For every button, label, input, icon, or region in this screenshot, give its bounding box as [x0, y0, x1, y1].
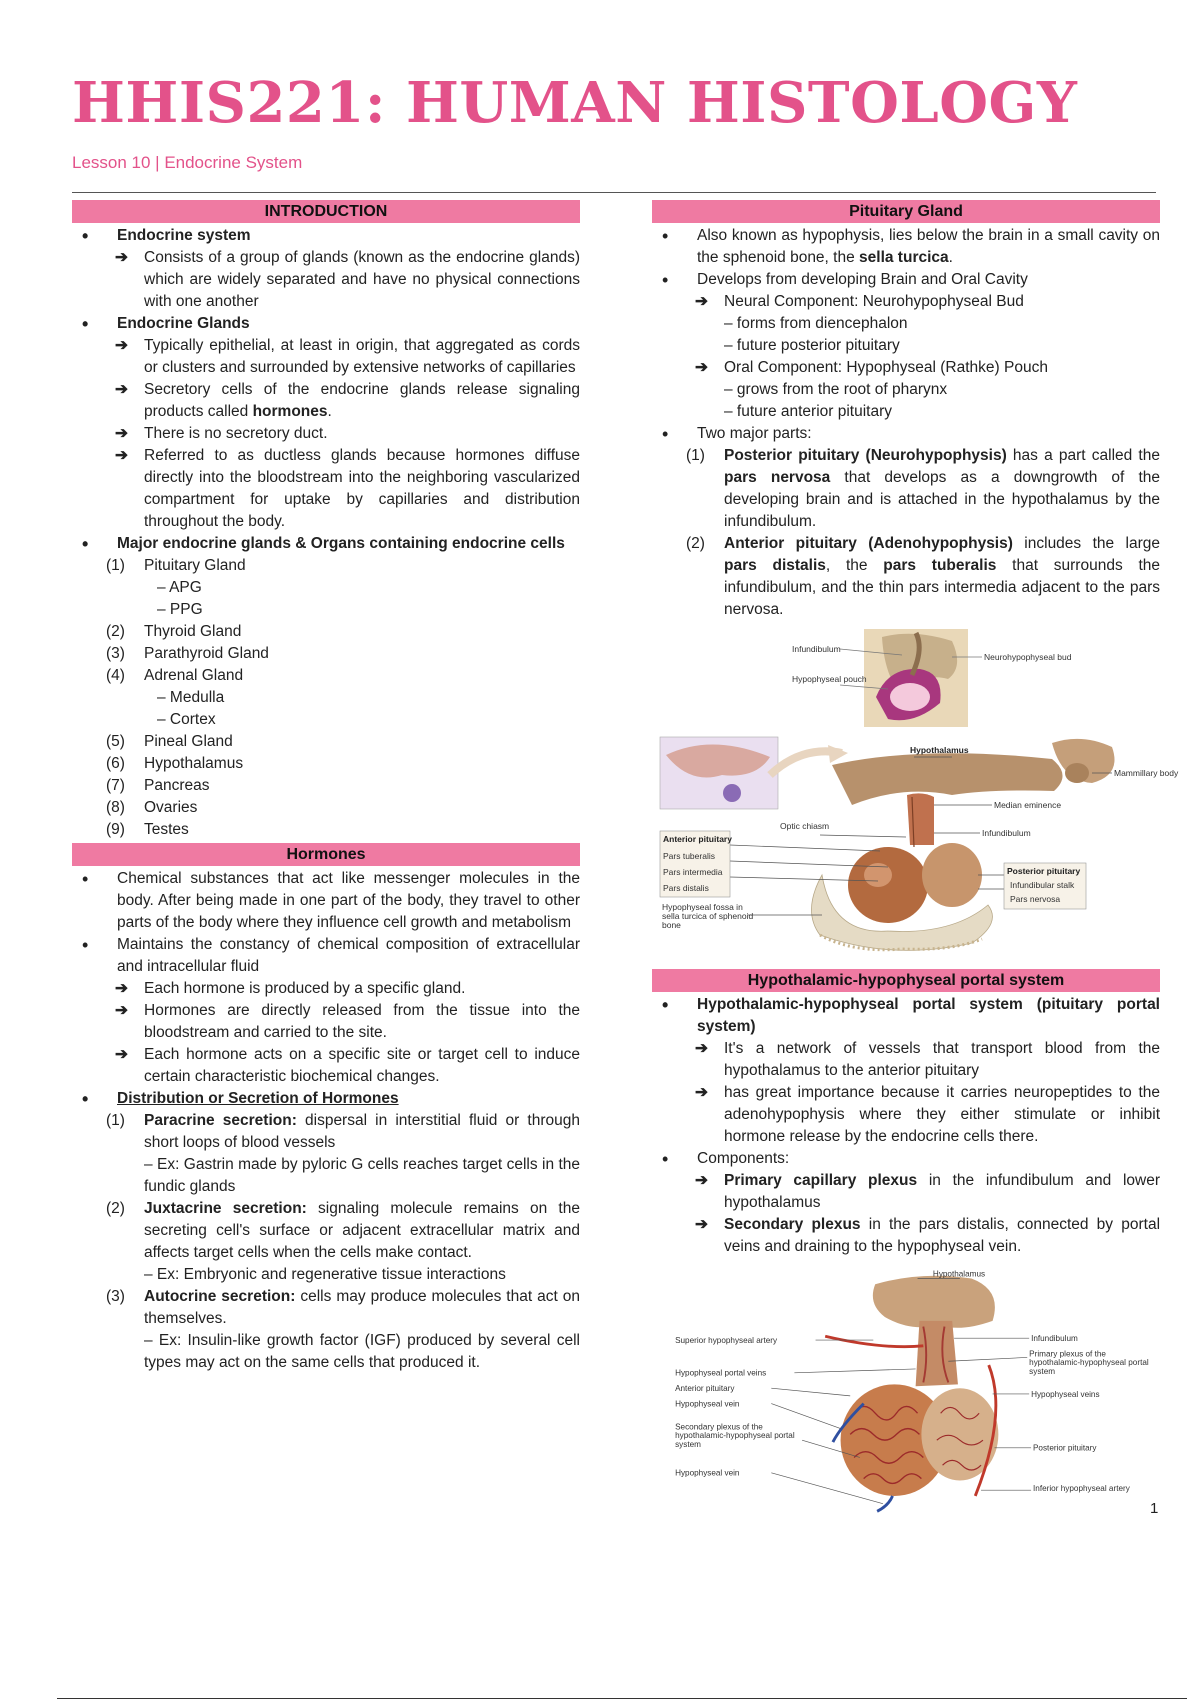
list-item [72, 775, 580, 797]
right-column [652, 200, 1179, 1528]
superior-artery-vessel [825, 1336, 923, 1346]
list-label: Parathyroid Gland [144, 645, 269, 662]
footer-divider [57, 1698, 1187, 1699]
left-column [72, 200, 580, 1374]
label-pars-tuberalis: Pars tuberalis [663, 851, 715, 861]
list-subitem: – Medulla [157, 689, 225, 706]
label-hypothalamus: Hypothalamus [910, 745, 969, 755]
list-item [72, 1198, 580, 1264]
anterior-pituitary-shape [848, 847, 928, 923]
list-label: Ovaries [144, 799, 198, 816]
secretion-type: Paracrine secretion: [144, 1112, 297, 1129]
endocrine-glands-point: ➔ There is no secretory duct. [72, 423, 580, 445]
list-item [72, 731, 580, 753]
label-infundibulum: Infundibulum [982, 828, 1031, 838]
secretion-example: – Ex: Gastrin made by pyloric G cells reaches target cells in the fundic glands [144, 1156, 580, 1195]
major-glands-list [72, 555, 580, 841]
component-point: ➔ Primary capillary plexus in the infundibulum and lower hypothalamus [695, 1172, 1160, 1211]
arrow-icon: ➔ [695, 293, 708, 310]
list-number: (7) [106, 777, 125, 794]
hormones-point: ➔ Hormones are directly released from the tissue into the bloodstream and carried to the site. [115, 1002, 580, 1041]
header-divider [72, 192, 1156, 193]
list-label: Pancreas [144, 777, 210, 794]
secretion-description: dispersal in interstitial fluid or through short loops of blood vessels [144, 1112, 581, 1151]
label-pars-nervosa: Pars nervosa [1010, 894, 1061, 904]
endocrine-glands-point: ➔ Typically epithelial, at least in origin, that aggregated as cords or clusters and surrounded by extensive networks of capillaries [115, 337, 580, 376]
lesson-subtitle: Lesson 10 | Endocrine System [72, 153, 303, 172]
label-superior-hypophyseal-artery: Superior hypophyseal artery [675, 1335, 778, 1345]
part-text: Anterior pituitary (Adenohypophysis) [724, 535, 1013, 552]
hormones-constancy: • Maintains the constancy of chemical composition of extracellular and intracellular fluid [72, 934, 580, 978]
label-infundibulum: Infundibulum [792, 644, 841, 654]
list-item [72, 643, 580, 665]
label-pars-intermedia: Pars intermedia [663, 867, 723, 877]
pituitary-parts-list [652, 445, 1160, 621]
introduction-banner: INTRODUCTION [72, 200, 580, 223]
page-number: 1 [1150, 1500, 1159, 1517]
development-label: Neural Component: Neurohypophyseal Bud [724, 293, 1024, 310]
list-label: Testes [144, 821, 189, 838]
list-number: (3) [106, 1288, 125, 1305]
label-primary-plexus: Primary plexus of the hypothalamic-hypophyseal portal system [1029, 1348, 1149, 1376]
development-subitem: – future anterior pituitary [724, 403, 893, 420]
components-heading: • Components: [652, 1148, 1160, 1170]
pituitary-development: • Develops from developing Brain and Oral Cavity [652, 269, 1160, 291]
list-item [72, 1286, 580, 1330]
label-hypophyseal-vein-lower: Hypophyseal vein [675, 1468, 740, 1478]
portal-system-point: ➔ It's a network of vessels that transport blood from the hypothalamus to the anterior pituitary [695, 1040, 1160, 1079]
list-number: (2) [686, 535, 705, 552]
label-inferior-artery: Inferior hypophyseal artery [1033, 1483, 1130, 1494]
list-item [72, 555, 580, 577]
label-hypothalamus: Hypothalamus [932, 1269, 986, 1279]
document-title: HHIS221: HUMAN HISTOLOGY [72, 70, 1078, 136]
development-label: Oral Component: Hypophyseal (Rathke) Pouch [724, 359, 1048, 376]
secretion-type: Juxtacrine secretion: [144, 1200, 307, 1217]
list-item [72, 819, 580, 841]
pituitary-part [652, 445, 1160, 533]
label-anterior-pituitary: Anterior pituitary [663, 834, 732, 844]
endocrine-glands-point: ➔ Secretory cells of the endocrine glands release signaling products called hormones. [115, 381, 580, 420]
list-number: (1) [106, 557, 125, 574]
label-posterior-pituitary: Posterior pituitary [1033, 1443, 1097, 1453]
figure-portal-system [652, 1264, 1160, 1522]
list-label: Adrenal Gland [144, 667, 244, 684]
distribution-list [72, 1110, 580, 1374]
portal-system-heading: • Hypothalamic-hypophyseal portal system (pituitary portal system) [652, 994, 1160, 1038]
hypothalamus-shape [832, 753, 1063, 805]
part-text: pars tuberalis [883, 557, 997, 574]
pituitary-location: • Also known as hypophysis, lies below the brain in a small cavity on the sphenoid bone, the sella turcica. [652, 225, 1160, 269]
arrow-icon: ➔ [115, 1046, 128, 1063]
development-subitem: – future posterior pituitary [724, 337, 900, 354]
list-item [72, 797, 580, 819]
list-subitem: – APG [157, 579, 202, 596]
pituitary-part [652, 533, 1160, 621]
pituitary-development-list [652, 291, 1160, 423]
list-subitem: – PPG [157, 601, 203, 618]
label-optic-chiasm: Optic chiasm [780, 821, 830, 831]
list-item [72, 753, 580, 775]
list-number: (3) [106, 645, 125, 662]
label-hypophyseal-pouch: Hypophyseal pouch [792, 674, 867, 684]
secretion-example: – Ex: Insulin-like growth factor (IGF) produced by several cell types may act on the same cells that produced it. [144, 1332, 580, 1371]
label-infundibulum: Infundibulum [1031, 1334, 1078, 1344]
list-label: Hypothalamus [144, 755, 244, 772]
label-pars-distalis: Pars distalis [663, 883, 709, 893]
label-anterior-pituitary: Anterior pituitary [675, 1384, 735, 1394]
endocrine-system-point: ➔ Consists of a group of glands (known as the endocrine glands) which are widely separated and have no physical connections with one another [115, 249, 580, 310]
part-text: that surrounds the infundibulum, and the thin pars intermedia adjacent to the pars nervosa. [724, 557, 1161, 618]
part-text: that develops as a downgrowth of the developing brain and is attached in the hypothalamus by the infundibulum. [724, 469, 1161, 530]
portal-system-point: ➔ has great importance because it carries neuropeptides to the adenohypophysis where they either stimulate or inhibit hormone release by the endocrine cells there. [695, 1084, 1160, 1145]
part-text: Posterior pituitary (Neurohypophysis) [724, 447, 1007, 464]
label-neurohypophyseal-bud: Neurohypophyseal bud [984, 652, 1072, 662]
development-point [652, 357, 1160, 379]
arrow-icon: ➔ [695, 1040, 708, 1057]
list-number: (5) [106, 733, 125, 750]
list-number: (2) [106, 623, 125, 640]
part-text: , the [825, 557, 884, 574]
list-number: (8) [106, 799, 125, 816]
list-number: (1) [106, 1112, 125, 1129]
list-subitem: – Cortex [157, 711, 216, 728]
list-label: Thyroid Gland [144, 623, 242, 640]
part-text: pars distalis [724, 557, 826, 574]
list-number: (2) [106, 1200, 125, 1217]
arrow-icon: ➔ [115, 381, 128, 398]
endocrine-system-heading: • Endocrine system [72, 225, 580, 247]
list-label: Pituitary Gland [144, 557, 246, 574]
list-number: (4) [106, 667, 125, 684]
endocrine-glands-point: ➔ Referred to as ductless glands because hormones diffuse directly into the bloodstream into the neighboring vascularized compartment for uptake by capillaries and distribution throughout the body. [115, 447, 580, 530]
mammillary-body-shape [1065, 763, 1089, 783]
arrow-icon: ➔ [115, 980, 128, 997]
development-subitem: – forms from diencephalon [724, 315, 908, 332]
component-point: ➔ Secondary plexus in the pars distalis, connected by portal veins and draining to the hypophyseal vein. [695, 1216, 1161, 1255]
list-number: (1) [686, 447, 705, 464]
list-item [72, 1110, 580, 1154]
label-hypophyseal-vein-upper: Hypophyseal vein [675, 1399, 740, 1409]
part-text: pars nervosa [724, 469, 831, 486]
arrow-icon: ➔ [115, 337, 128, 354]
secretion-example: – Ex: Embryonic and regenerative tissue interactions [144, 1266, 506, 1283]
posterior-pituitary-shape [922, 843, 982, 907]
arrow-icon: ➔ [695, 1084, 708, 1101]
part-text: has a part called the [1006, 447, 1160, 464]
label-hypophyseal-veins: Hypophyseal veins [1031, 1389, 1100, 1399]
label-portal-veins: Hypophyseal portal veins [675, 1368, 767, 1378]
label-secondary-plexus: Secondary plexus of the hypothalamic-hypophyseal portal system [675, 1421, 795, 1449]
arrow-icon: ➔ [695, 359, 708, 376]
secretion-description: signaling molecule remains on the secreting cell's surface or adjacent extracellular matrix and affects target cells when the cells make contact. [144, 1200, 580, 1261]
label-posterior-pituitary: Posterior pituitary [1007, 866, 1081, 876]
list-number: (9) [106, 821, 125, 838]
label-mammillary-body: Mammillary body [1114, 768, 1179, 778]
development-point [652, 291, 1160, 313]
pituitary-banner: Pituitary Gland [652, 200, 1160, 223]
arrow-icon: ➔ [115, 1002, 128, 1019]
arrow-icon: ➔ [115, 447, 128, 464]
list-number: (6) [106, 755, 125, 772]
figure-pituitary-anatomy [652, 735, 1179, 963]
list-item [72, 621, 580, 643]
hormones-banner: Hormones [72, 843, 580, 866]
secretion-description: cells may produce molecules that act on themselves. [144, 1288, 580, 1327]
list-label: Pineal Gland [144, 733, 233, 750]
endocrine-glands-heading: • Endocrine Glands [72, 313, 580, 335]
development-subitem: – grows from the root of pharynx [724, 381, 948, 398]
figure-pituitary-embryology [652, 627, 1160, 729]
arrow-icon: ➔ [695, 1172, 708, 1189]
distribution-heading: • Distribution or Secretion of Hormones [72, 1088, 580, 1110]
portal-system-banner: Hypothalamic-hypophyseal portal system [652, 969, 1160, 992]
arrow-icon: ➔ [115, 425, 128, 442]
part-text: includes the large [1012, 535, 1160, 552]
label-hypophyseal-fossa: Hypophyseal fossa in sella turcica of sphenoid bone [662, 902, 754, 930]
secretion-type: Autocrine secretion: [144, 1288, 296, 1305]
pituitary-two-parts: • Two major parts: [652, 423, 1160, 445]
list-item [72, 665, 580, 687]
hormones-point: ➔ Each hormone acts on a specific site or target cell to induce certain characteristic biochemical changes. [115, 1046, 580, 1085]
hypothalamus-shape [873, 1276, 995, 1328]
arrow-icon: ➔ [115, 249, 128, 266]
label-infundibular-stalk: Infundibular stalk [1010, 880, 1075, 890]
arrow-icon: ➔ [695, 1216, 708, 1233]
hormones-definition: • Chemical substances that act like messenger molecules in the body. After being made in one part of the body, they travel to other parts of the body where they influence cell growth and metabolism [72, 868, 580, 934]
major-glands-heading: • Major endocrine glands & Organs containing endocrine cells [72, 533, 580, 555]
label-median-eminence: Median eminence [994, 800, 1062, 810]
hormones-point: ➔ Each hormone is produced by a specific gland. [72, 978, 580, 1000]
